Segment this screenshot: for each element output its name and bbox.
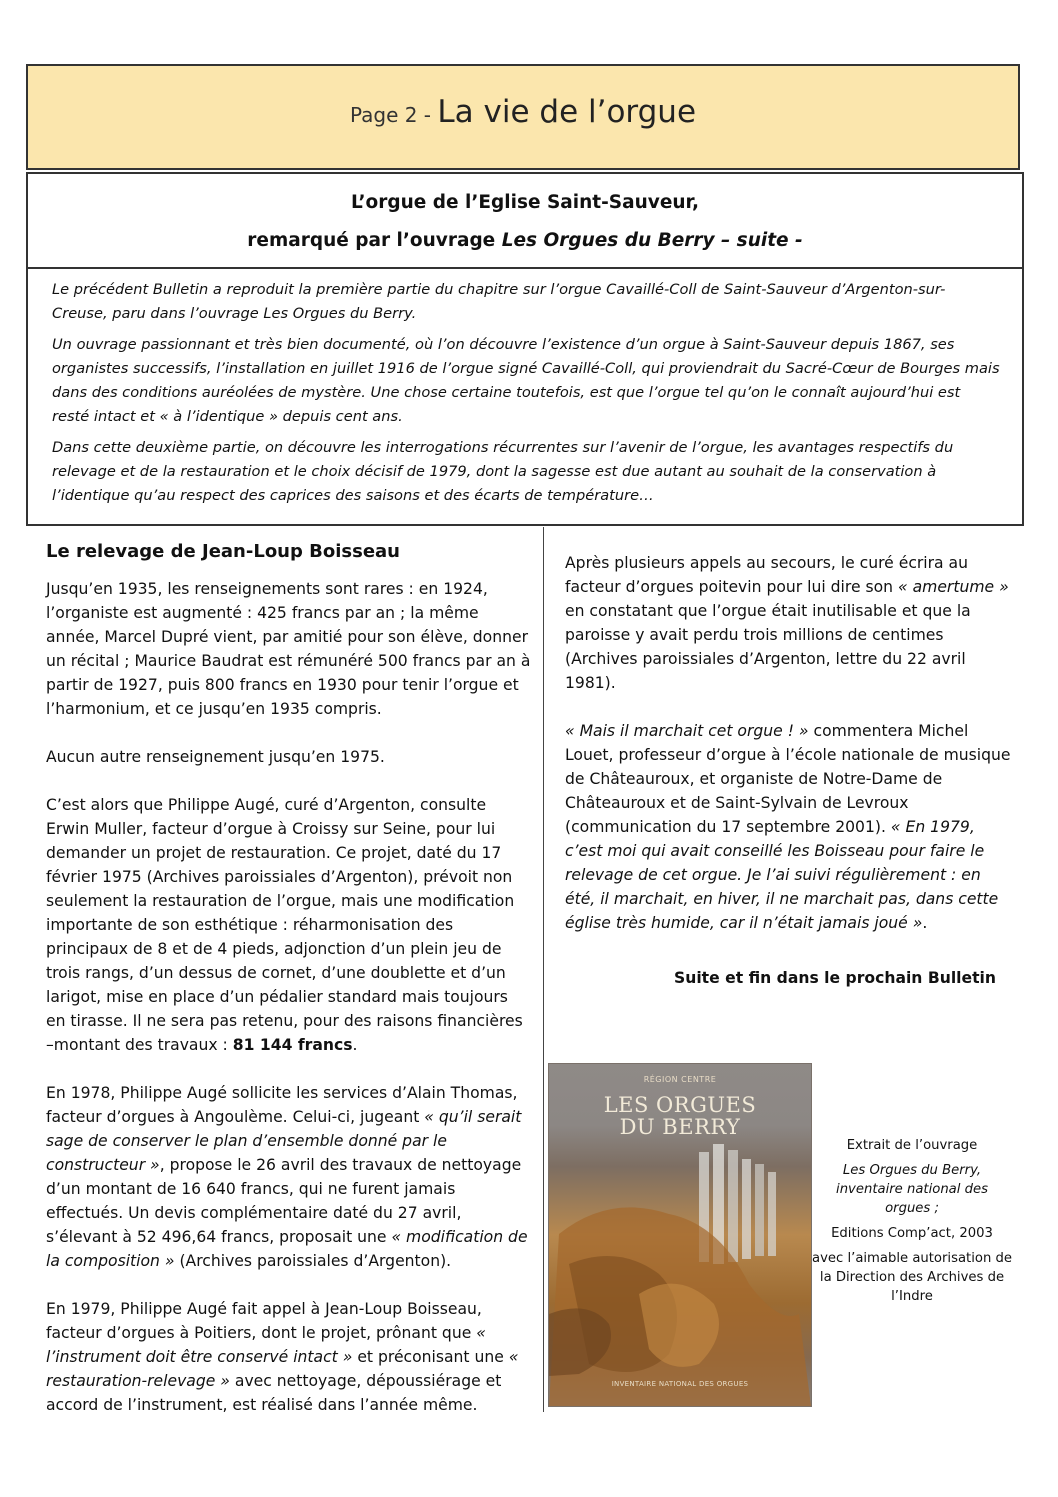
paragraph-text: avec nettoyage, dépoussiérage et accord de l’instrument, est réalisé dans l’année même. — [46, 1372, 502, 1414]
paragraph-text: . — [922, 914, 928, 932]
article-title-book-name: Les Orgues du Berry – suite - — [501, 230, 803, 251]
caption-publisher: Editions Comp’act, 2003 — [831, 1226, 993, 1241]
quote: « En 1979, c’est moi qui avait conseillé les Boisseau pour faire le relevage de cet orgue. Je l’ai suivi régulièrement : en été, il marchait, en hiver, il ne marchait pas, dans cette église très humide, car il n’était jamais joué » — [565, 818, 999, 932]
paragraph — [46, 1297, 532, 1417]
quote: « restauration-relevage » — [46, 1348, 519, 1390]
intro-paragraph: Un ouvrage passionnant et très bien documenté, où l’on découvre l’existence d’un orgue à Saint-Sauveur depuis 1867, ses organistes successifs, l’installation en juillet 1916 de l’orgue signé Cavaillé-Coll, qui proviendrait du Sacré-Cœur de Bourges mais dans des conditions auréolées de mystère. Une chose certaine toutefois, est que l’orgue tel qu’on le connaît aujourd’hui est resté intact et « à l’identique » depuis cent ans. — [52, 336, 1000, 425]
quote: « amertume » — [898, 578, 1009, 596]
paragraph-text: commentera Michel Louet, professeur d’orgue à l’école nationale de musique de Châteauroux, et organiste de Notre-Dame de Châteauroux et de Saint-Sylvain de Levroux (communication du 17 septembre 2001). — [565, 722, 1011, 836]
caption-line: Extrait de l’ouvrage — [846, 1138, 978, 1153]
quote: « modification de la composition » — [46, 1228, 528, 1270]
paragraph — [46, 793, 532, 1057]
intro-box — [26, 267, 1024, 526]
amount-bold: 81 144 francs — [232, 1036, 353, 1054]
caption-permission: avec l’aimable autorisation de la Direction des Archives de l’Indre — [812, 1251, 1012, 1304]
paragraph-text: C’est alors que Philippe Augé, curé d’Argenton, consulte Erwin Muller, facteur d’orgue à Croissy sur Seine, pour lui demander un projet de restauration. Ce projet, daté du 17 février 1975 (Archives paroissiales d’Argenton), prévoit non seulement la restauration de l’orgue, mais une modification importante de son esthétique : réharmonisation des principaux de 8 et de 4 pieds, adjonction d’un plein jeu de trois rangs, d’un dessus de cornet, d’une doublette et d’un larigot, mise en place d’un pédalier standard mais toujours en tirasse. Il ne sera pas retenu, pour des raisons financières –montant des travaux : — [46, 796, 523, 1054]
page-number-label: Page 2 - — [349, 103, 438, 127]
book-title — [549, 1094, 811, 1138]
paragraph — [565, 551, 1013, 695]
paragraph-text: En 1978, Philippe Augé sollicite les services d’Alain Thomas, facteur d’orgues à Angoulème. Celui-ci, jugeant — [46, 1084, 518, 1126]
page-header — [26, 64, 1020, 170]
article-title-line2-text: remarqué par l’ouvrage — [247, 230, 502, 251]
quote: « l’instrument doit être conservé intact » — [46, 1324, 486, 1366]
book-cover-image — [549, 1064, 811, 1406]
intro-paragraph: Dans cette deuxième partie, on découvre les interrogations récurrentes sur l’avenir de l’orgue, les avantages respectifs du relevage et de la restauration et le choix décisif de 1979, dont la sagesse est due autant au souhait de la conservation à l’identique qu’au respect des caprices des saisons et des écarts de température… — [52, 439, 954, 504]
caption-source: Les Orgues du Berry, inventaire national des orgues ; — [836, 1163, 988, 1216]
paragraph: Aucun autre renseignement jusqu’en 1975. — [46, 748, 385, 766]
paragraph-text: et préconisant une — [352, 1348, 509, 1366]
page-title — [28, 94, 1018, 130]
article-title-line1: L’orgue de l’Eglise Saint-Sauveur, — [351, 192, 699, 213]
image-caption — [812, 1136, 1012, 1312]
quote: « qu’il serait sage de conserver le plan d’ensemble donné par le constructeur » — [46, 1108, 522, 1174]
paragraph-text: Après plusieurs appels au secours, le curé écrira au facteur d’orgues poitevin pour lui dire son — [565, 554, 969, 596]
quote: « Mais il marchait cet orgue ! » — [565, 722, 809, 740]
paragraph — [565, 719, 1013, 935]
article-title-box — [26, 172, 1024, 268]
paragraph-text: , propose le 26 avril des travaux de nettoyage d’un montant de 16 640 francs, qui ne furent jamais effectués. Un devis complémentaire daté du 27 avril, s’élevant à 52 496,64 francs, proposait une — [46, 1156, 522, 1246]
book-footer-label: INVENTAIRE NATIONAL DES ORGUES — [611, 1380, 749, 1388]
book-title-line2: DU BERRY — [619, 1115, 741, 1139]
paragraph-text: (Archives paroissiales d’Argenton). — [174, 1252, 452, 1270]
book-title-line1: LES ORGUES — [603, 1093, 757, 1117]
paragraph-text: . — [352, 1036, 358, 1054]
right-column — [565, 551, 1013, 959]
intro-paragraph: Le précédent Bulletin a reproduit la première partie du chapitre sur l’orgue Cavaillé-Coll de Saint-Sauveur d’Argenton-sur-Creuse, paru dans l’ouvrage Les Orgues du Berry. — [52, 281, 946, 322]
section-title: La vie de l’orgue — [437, 94, 697, 130]
section-heading: Le relevage de Jean-Loup Boisseau — [46, 541, 400, 562]
continuation-note: Suite et fin dans le prochain Bulletin — [674, 969, 996, 987]
paragraph-text: en constatant que l’orgue était inutilisable et que la paroisse y avait perdu trois millions de centimes (Archives paroissiales d’Argenton, lettre du 22 avril 1981). — [565, 602, 971, 692]
column-divider — [543, 527, 544, 1412]
paragraph — [46, 1081, 532, 1273]
article-title-line2 — [28, 230, 1022, 251]
paragraph: Jusqu’en 1935, les renseignements sont rares : en 1924, l’organiste est augmenté : 425 francs par an ; la même année, Marcel Dupré vient, par amitié pour son élève, donner un récital ; Maurice Baudrat est rémunéré 500 francs par an à partir de 1927, puis 800 francs en 1930 pour tenir l’orgue et l’harmonium, et ce jusqu’en 1935 compris. — [46, 580, 531, 718]
left-column — [46, 540, 532, 1441]
book-region-label: RÉGION CENTRE — [643, 1075, 717, 1084]
paragraph-text: En 1979, Philippe Augé fait appel à Jean-Loup Boisseau, facteur d’orgues à Poitiers, dont le projet, prônant que — [46, 1300, 482, 1342]
